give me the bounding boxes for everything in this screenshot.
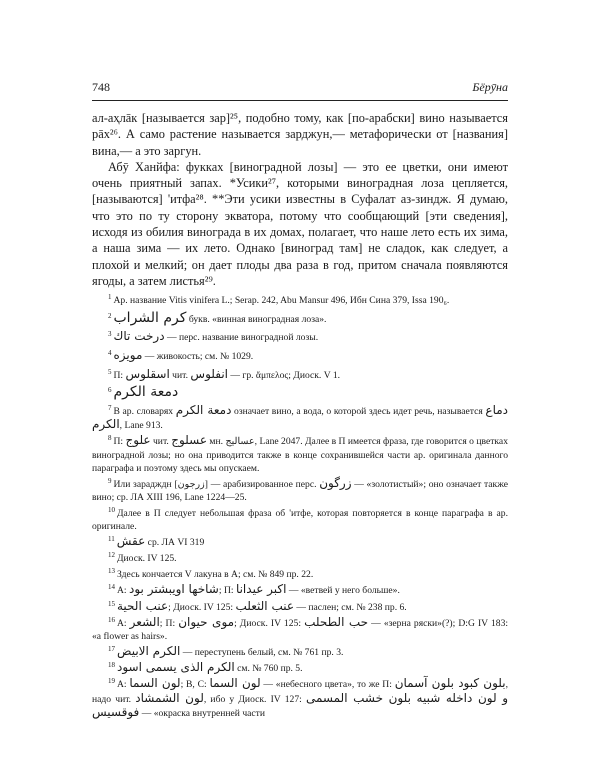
paragraph: Абӯ Ханйфа: фукках [виноградной лозы] — это ее цветки, они имеют очень приятный запах. *Усики²⁷, которыми виноградная лоза цепляется, [называются] 'итфа²⁸. **Эти усики известны в Суфалат аз-зиндж. Я думаю, что это по ту сторону экватора, потому что сообщающий [эти сведения], исходя из обилия винограда в их домах, полагает, что наше лето есть их зима, а наша зима — их лето. Однако [виноград там] не сладок, как следует, а плохой и мелкий; он дает плоды два раза в год, притом сначала появляются ягоды, а затем листья²⁹. [92,159,508,288]
footnote: $^3$ درخت تاك — перс. название виноградной лозы. [108,329,319,344]
footnote: $^{17}$ الكرم الابيض — переступень белый, см. № 761 пр. 3. [108,644,344,659]
main-text [92,110,508,289]
header-rule [92,100,508,101]
footnote: $^4$ مويزه — живокость; см. № 1029. [108,348,254,363]
footnote: $^{10}$ Далее в П следует небольшая фраза об 'итфе, которая повторяется в конце параграфа в ар. оригинале. [92,505,508,532]
footnote: $^2$ كرم الشراب букв. «винная виноградная лоза». [108,309,327,326]
footnotes [92,290,508,720]
footnote: $^{15}$ عنب الحية; Диоск. IV 125: عنب الثعلب — паслен; см. № 238 пр. 6. [108,598,407,613]
footnote: $^{14}$ А: شاخها اويبشتر بود; П: اكبر عيدانا — «ветвей у него больше». [108,582,400,597]
page-number: 748 [92,80,110,94]
paragraph: ал-аҳлāк [называется зар]²⁵, подобно тому, как [по-арабски] вино называется рāх²⁶. А само растение называется зарджун,— метафорически от [названия] вина,— а это заргун. [92,111,508,158]
footnote: $^6$ دمعة الكرم [108,384,179,401]
footnote: $^1$ Ар. название Vitis vinifera L.; Serap. 242, Abu Mansur 496, Ибн Сина 379, Issa 190₆. [108,293,450,307]
running-title: Бёрӯна [472,80,508,94]
footnote: $^{18}$ الكرم الذى يسمى اسود см. № 760 пр. 5. [108,660,303,675]
page-header [92,80,508,98]
footnote: $^{11}$ عقش ср. ЛА VI 319 [108,534,205,549]
footnote: $^{19}$ А: لون السما; B, C: لون السما — «небесного цвета», то же П: بلون كبود بلون آسمان, надо чит. لون الشمشاد, ибо у Диоск. IV 127: و لون داخله شبيه بلون خشب المسمى فوقسيس — «окраска внутренней части [92,676,509,719]
footnote: $^5$ П: اسقلوس чит. انفلوس — гр. ἄμπελος; Диоск. V 1. [108,366,341,381]
footnote: $^7$ В ар. словарях دمعة الكرم означает вино, а вода, о которой здесь идет речь, называется دماع الكرم, Lane 913. [92,403,508,432]
footnote: $^9$ Или зарадждн [زرجون] — арабизированное перс. زرگون — «золотистый»; оно означает также вино; ср. ЛА XIII 196, Lane 1224—25. [92,475,508,503]
footnote: $^{12}$ Диоск. IV 125. [108,551,177,565]
footnote: $^8$ П: علوج чит. عسلوج мн. عساليج, Lane 2047. Далее в П имеется фраза, где говорится о цветках виноградной лозы; но она приводится также в конце сохранившейся части ар. оригинала данного параграфа и поэтому здесь мы опускаем. [92,433,508,474]
footnote: $^{13}$ Здесь кончается V лакуна в А; см. № 849 пр. 22. [108,567,314,581]
footnote: $^{16}$ А: الشعر; П: موى حيوان; Диоск. IV 125: حب الطحلب — «зерна ряски»(?); D:G IV 183: «a flower as hairs». [92,615,509,642]
